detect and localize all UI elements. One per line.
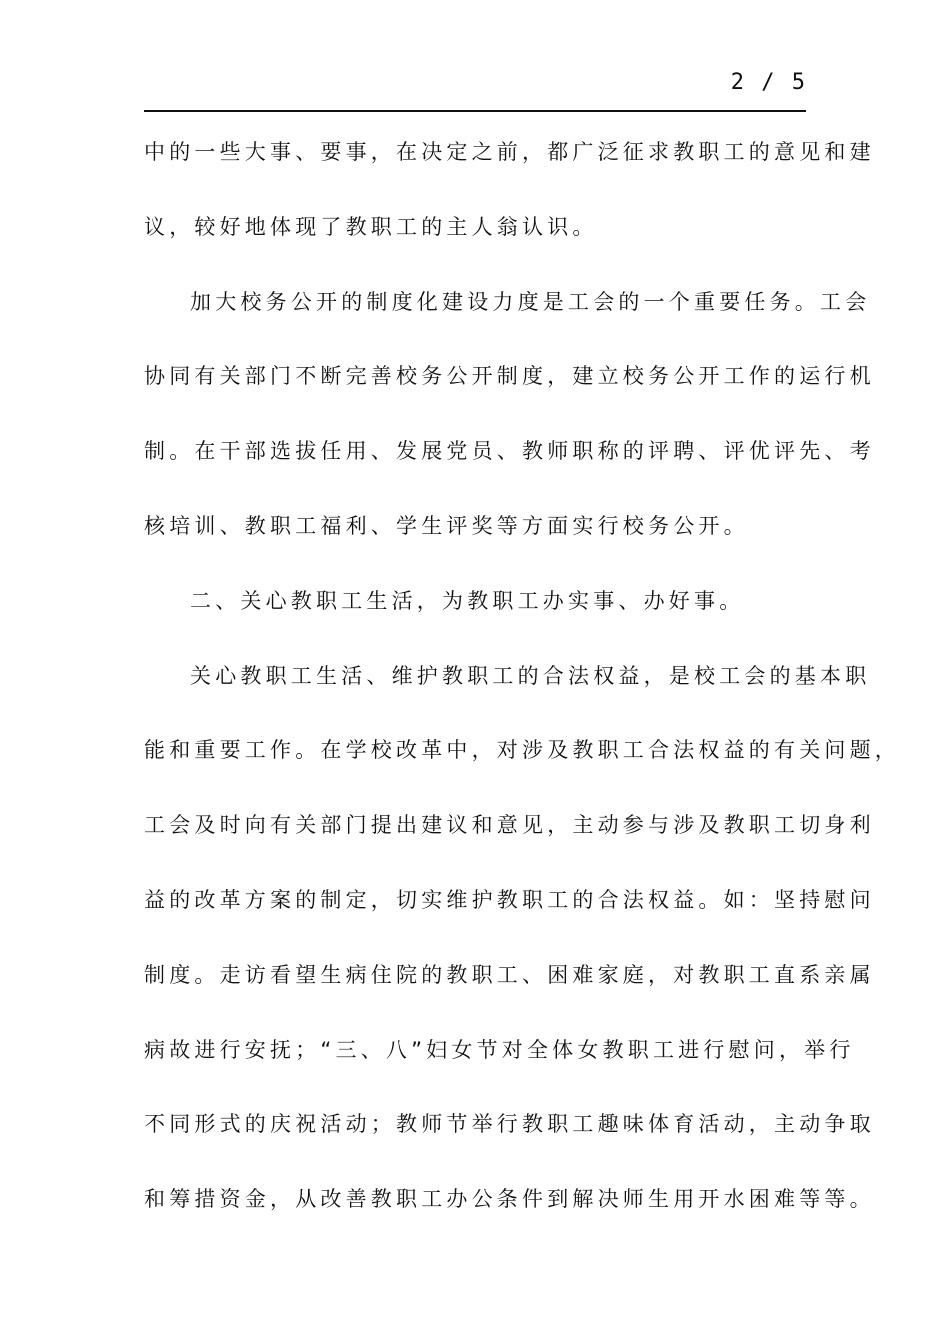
text-line: 中的一些大事、要事，在决定之前，都广泛征求教职工的意见和建 — [144, 140, 875, 164]
text-line: 病故进行安抚；“三、八”妇女节对全体女教职工进行慰问，举行 — [144, 1037, 855, 1062]
text-line: 工会及时向有关部门提出建议和意见，主动参与涉及教职工切身利 — [144, 813, 875, 838]
text-line: 协同有关部门不断完善校务公开制度，建立校务公开工作的运行机 — [144, 364, 875, 389]
document-body — [144, 115, 900, 1237]
text-line: 制。在干部选拔任用、发展党员、教师职称的评聘、评优评先、考 — [144, 439, 875, 464]
text-line: 能和重要工作。在学校改革中，对涉及教职工合法权益的有关问题， — [144, 738, 900, 763]
text-line: 议，较好地体现了教职工的主人翁认识。 — [144, 214, 598, 239]
text-line: 制度。走访看望生病住院的教职工、困难家庭，对教职工直系亲属 — [144, 962, 875, 987]
section-heading: 二、关心教职工生活，为教职工办实事、办好事。 — [190, 588, 745, 613]
page-number: 2 / 5 — [730, 70, 807, 95]
text-line: 益的改革方案的制定，切实维护教职工的合法权益。如：坚持慰问 — [144, 887, 875, 912]
header-divider — [144, 110, 806, 112]
text-line: 和筹措资金，从改善教职工办公条件到解决师生用开水困难等等。 — [144, 1187, 875, 1212]
text-line: 核培训、教职工福利、学生评奖等方面实行校务公开。 — [144, 513, 749, 538]
text-line: 加大校务公开的制度化建设力度是工会的一个重要任务。工会 — [190, 289, 871, 314]
text-line: 不同形式的庆祝活动；教师节举行教职工趣味体育活动，主动争取 — [144, 1112, 875, 1137]
text-line: 关心教职工生活、维护教职工的合法权益，是校工会的基本职 — [190, 663, 871, 688]
